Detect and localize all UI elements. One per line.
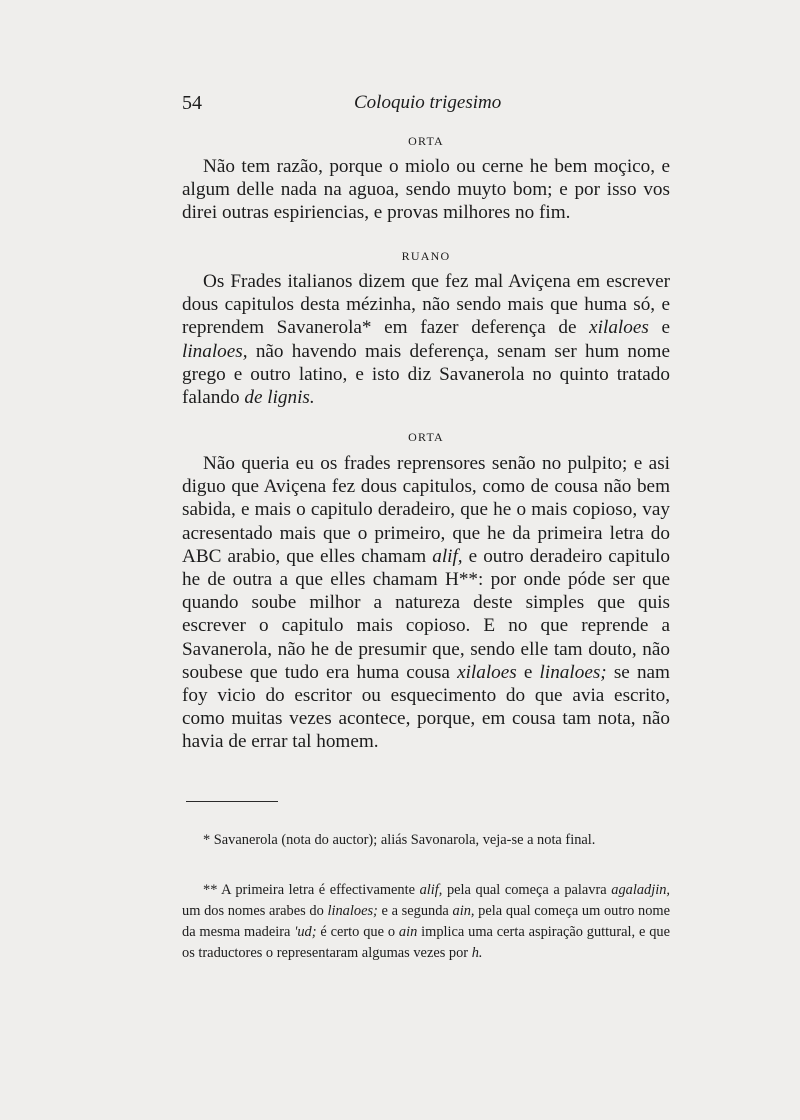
dialogue-paragraph-orta-1 bbox=[182, 155, 670, 225]
italic-term: ain, bbox=[452, 903, 475, 919]
footnote-text: e a segunda bbox=[377, 903, 453, 919]
paragraph-text: e bbox=[516, 661, 540, 683]
page-number: 54 bbox=[182, 92, 202, 114]
footnote-2 bbox=[182, 880, 670, 964]
italic-term: linaloes, bbox=[182, 340, 248, 362]
italic-term: de lignis. bbox=[244, 387, 315, 409]
paragraph-text: e outro deradeiro capitulo he de outra a que elles chamam H**: por onde póde ser que quando soube milhor a natureza deste simples que quis escrever o capitulo mais copioso. E no que reprende a Savanerola, não he de presumir que, sendo elle tam douto, não soubese que tudo era huma cousa bbox=[182, 545, 670, 683]
italic-term: alif, bbox=[432, 545, 463, 567]
footnote-text: ** A primeira letra é effectivamente bbox=[203, 882, 420, 898]
italic-term: linaloes; bbox=[327, 903, 378, 919]
speaker-heading-orta: ORTA bbox=[408, 134, 444, 148]
paragraph-text: Não tem razão, porque o miolo ou cerne he bem moçico, e algum delle nada na aguoa, sendo muyto bom; e por isso vos direi outras espiriencias, e provas milhores no fim. bbox=[182, 156, 670, 224]
footnote-text: implica uma certa aspiração guttural, e que os traductores o representaram algumas vezes por bbox=[182, 924, 670, 961]
italic-term: linaloes; bbox=[539, 661, 607, 683]
footnote-text: é certo que o bbox=[316, 924, 399, 940]
footnote-text: * Savanerola (nota do auctor); aliás Savonarola, veja-se a nota final. bbox=[203, 832, 596, 848]
italic-term: xilaloes bbox=[457, 661, 517, 683]
paragraph-text: Os Frades italianos dizem que fez mal Aviçena em escrever dous capitulos desta mézinha, não sendo mais que huma só, e reprendem Savanerola* em fazer deferença de bbox=[182, 271, 670, 339]
paragraph-text: Não queria eu os frades reprensores senão no pulpito; e asi diguo que Aviçena fez dous capitulos, como de cousa não bem sabida, e mais o capitulo deradeiro, que he o mais copioso, vay acresentado mais que o primeiro, que he da primeira letra do ABC arabio, que elles chamam bbox=[182, 453, 670, 567]
speaker-heading-orta: ORTA bbox=[408, 430, 444, 444]
footnote-text: pela qual começa a palavra bbox=[442, 882, 612, 898]
italic-term: xilaloes bbox=[589, 317, 649, 339]
footnote-1 bbox=[182, 830, 670, 851]
paragraph-text: e bbox=[648, 317, 670, 339]
footnote-text: um dos nomes arabes do bbox=[182, 903, 328, 919]
italic-term: 'ud; bbox=[294, 924, 317, 940]
footnote-separator-rule bbox=[186, 801, 278, 802]
paragraph-text: não havendo mais deferença, senam ser hum nome grego e outro latino, e isto diz Savanerola no quinto tratado falando bbox=[182, 340, 670, 409]
dialogue-paragraph-ruano bbox=[182, 270, 670, 409]
italic-term: h. bbox=[471, 945, 483, 961]
paragraph-text: se nam foy vicio do escritor ou esquecimento do que avia escrito, como muitas vezes acontece, porque, em cousa tam nota, não havia de errar tal homem. bbox=[182, 661, 670, 753]
italic-term: agaladjin, bbox=[611, 882, 671, 898]
dialogue-paragraph-orta-2 bbox=[182, 452, 670, 754]
speaker-heading-ruano: RUANO bbox=[401, 249, 451, 263]
footnote-text: pela qual começa um outro nome da mesma madeira bbox=[182, 903, 670, 940]
page-header bbox=[182, 92, 670, 118]
italic-term: alif, bbox=[419, 882, 443, 898]
italic-term: ain bbox=[398, 924, 418, 940]
running-title: Coloquio trigesimo bbox=[354, 92, 502, 113]
